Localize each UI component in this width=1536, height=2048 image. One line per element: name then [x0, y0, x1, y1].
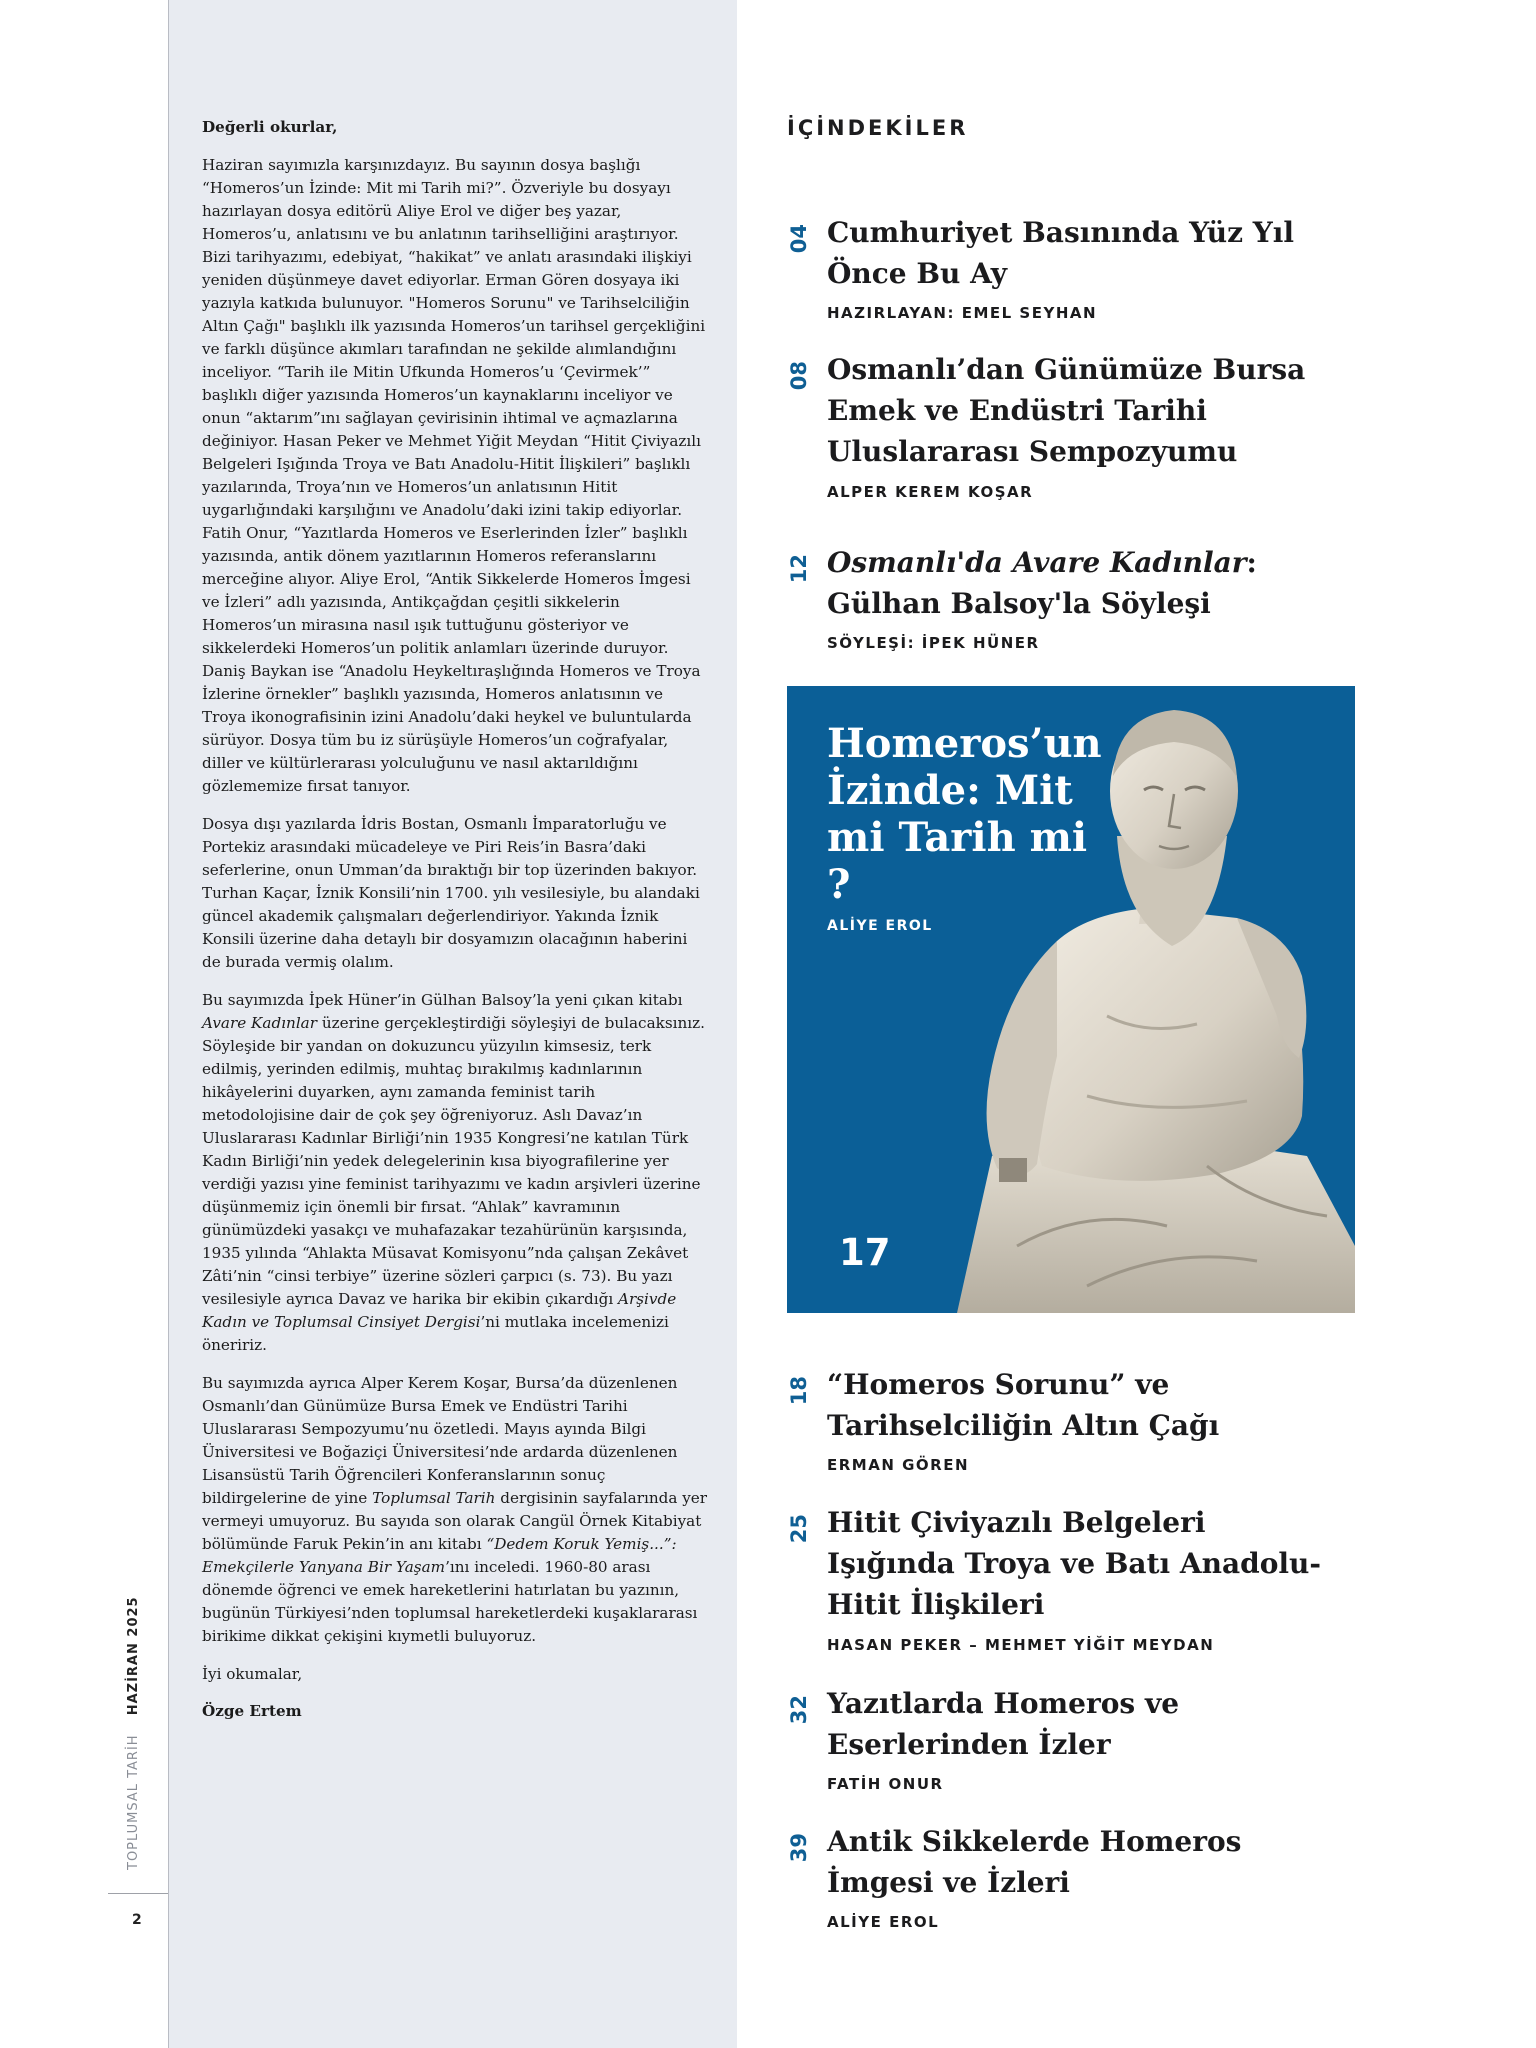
letter-text: dergisinin sayfalarında yer vermeyi umuyoruz. Bu sayıda son olarak Cangül Örnek Kitabiyat bölümünde Faruk Pekin’in anı kitabı: [202, 1489, 708, 1553]
toc-author: ERMAN GÖREN: [827, 1456, 970, 1474]
toc-author: HAZIRLAYAN: EMEL SEYHAN: [827, 304, 1098, 322]
toc-title: Antik Sikkelerde Homeros İmgesi ve İzleri: [827, 1825, 1242, 1899]
toc-author: ALPER KEREM KOŞAR: [827, 483, 1034, 501]
toc-title: [827, 542, 1337, 624]
running-footer: [126, 1596, 141, 1870]
page-margin: [0, 0, 168, 2048]
dossier-feature[interactable]: [787, 686, 1355, 1313]
letter-text: üzerine gerçekleştirdiği söyleşiyi de bulacaksınız. Söyleşide bir yandan on dokuzuncu yüzyılın kimsesiz, terk edilmiş, yerinden edilmiş, muhtaç bırakılmış kadınlarının hikâyelerini duyarken, aynı zamanda feminist tarih metodolojisine dair de çok şey öğreniyoruz. Aslı Davaz’ın Uluslararası Kadınlar Birliği’nin 1935 Kongresi’ne katılan Türk Kadın Birliği’nin yedek delegelerinin kısa biyografilerine yer verdiği yazısı yine feminist tarihyazımı ve kadın arşivleri üzerine düşünmemiz için önemli bir fırsat. “Ahlak” kavramının günümüzdeki yasakçı ve muhafazakar tezahürünün karşısında, 1935 yılında “Ahlakta Müsavat Komisyonu”nda çalışan Zekâvet Zâti’nin “cinsi terbiye” üzerine sözleri çarpıcı (s. 73). Bu yazı vesilesiyle ayrıca Davaz ve harika bir ekibin çıkardığı: [202, 1014, 705, 1308]
magazine-title: Toplumsal Tarih: [372, 1489, 496, 1507]
letter-text: ’ni mutlaka incelemenizi öneririz.: [202, 1313, 669, 1354]
toc-title: Osmanlı’dan Günümüze Bursa Emek ve Endüstri Tarihi Uluslararası Sempozyumu: [827, 353, 1306, 468]
toc-heading: İÇİNDEKİLER: [787, 116, 969, 140]
toc-title-italic: Osmanlı'da Avare Kadınlar: [827, 546, 1247, 579]
toc-author: HASAN PEKER – MEHMET YİĞİT MEYDAN: [827, 1636, 1215, 1654]
letter-closing: İyi okumalar,: [202, 1665, 303, 1683]
toc-title: Cumhuriyet Basınında Yüz Yıl Önce Bu Ay: [827, 216, 1294, 290]
letter-paragraph-1: Haziran sayımızla karşınızdayız. Bu sayının dosya başlığı “Homeros’un İzinde: Mit mi Tarih mi?”. Özveriyle bu dosyayı hazırlayan dosya editörü Aliye Erol ve diğer beş yazar, Homeros’u, anlatısını ve bu anlatının tarihselliğini araştırıyor. Bizi tarihyazımı, edebiyat, “hakikat” ve anlatı arasındaki ilişkiyi yeniden düşünmeye davet ediyorlar. Erman Gören dosyaya iki yazıyla katkıda bulunuyor. "Homeros Sorunu" ve Tarihselciliğin Altın Çağı" başlıklı ilk yazısında Homeros’un tarihsel gerçekliğini ve farklı düşünce akımları tarafından ne şekilde alımlandığını inceliyor. “Tarih ile Mitin Ufkunda Homeros’u ‘Çevirmek’” başlıklı diğer yazısında Homeros’un kaynaklarını inceliyor ve onun “aktarım”ını sağlayan çevirisinin ihtimal ve açmazlarına değiniyor. Hasan Peker ve Mehmet Yiğit Meydan “Hitit Çiviyazılı Belgeleri Işığında Troya ve Batı Anadolu-Hitit İlişkileri” başlıklı yazılarında, Troya’nın ve Homeros’un anlatısının Hitit uygarlığındaki karşılığını ve Anadolu’daki izini takip ediyorlar. Fatih Onur, “Yazıtlarda Homeros ve Eserlerinden İzler” başlıklı yazısında, antik dönem yazıtlarının Homeros referanslarını merceğine alıyor. Aliye Erol, “Antik Sikkelerde Homeros İmgesi ve İzleri” adlı yazısında, Antikçağdan çeşitli sikkelerin Homeros’un mirasına nasıl ışık tuttuğunu gösteriyor ve sikkelerdeki Homeros’un politik anlamları üzerinde duruyor. Daniş Baykan ise “Anadolu Heykeltıraşlığında Homeros ve Troya İzlerine örnekler” başlıklı yazısında, Homeros anlatısının ve Troya ikonografisinin izini Anadolu’daki heykel ve buluntularda sürüyor. Dosya tüm bu iz sürüşüyle Homeros’un coğrafyalar, diller ve kültürlerarası yolculuğunu ve nasıl aktarıldığını gözlememize fırsat tanıyor.: [202, 156, 706, 795]
toc-author: ALİYE EROL: [827, 1913, 940, 1931]
book-title: Avare Kadınlar: [202, 1014, 317, 1032]
dossier-page-number: 17: [839, 1231, 891, 1274]
dossier-author: ALİYE EROL: [827, 918, 933, 934]
dossier-title: Homeros’un İzinde: Mit mi Tarih mi ?: [827, 720, 1102, 908]
toc-page-number: 25: [787, 1514, 811, 1544]
toc-title: Yazıtlarda Homeros ve Eserlerinden İzler: [827, 1687, 1180, 1761]
toc-author: FATİH ONUR: [827, 1775, 944, 1793]
toc-title: “Homeros Sorunu” ve Tarihselciliğin Altın Çağı: [827, 1368, 1220, 1442]
margin-tick: [108, 1893, 168, 1894]
page-number: 2: [132, 1912, 142, 1928]
table-of-contents: [787, 0, 1347, 2048]
toc-page-number: 18: [787, 1376, 811, 1406]
book-title: “Dedem Koruk Yemiş...”: Emekçilerle Yanyana Bir Yaşam: [202, 1535, 677, 1576]
editor-letter: [202, 116, 710, 1723]
toc-title: Hitit Çiviyazılı Belgeleri Işığında Troya ve Batı Anadolu-Hitit İlişkileri: [827, 1506, 1321, 1621]
toc-page-number: 08: [787, 361, 811, 391]
issue-date: HAZİRAN 2025: [126, 1596, 141, 1716]
letter-paragraph-2: Dosya dışı yazılarda İdris Bostan, Osmanlı İmparatorluğu ve Portekiz arasındaki mücadeleye ve Piri Reis’in Basra’daki seferlerine, onun Umman’da bıraktığı bir top üzerinden bakıyor. Turhan Kaçar, İznik Konsili’nin 1700. yılı vesilesiyle, bu alandaki güncel akademik çalışmaları değerlendiriyor. Yakında İznik Konsili üzerine daha detaylı bir dosyamızın olacağının haberini de burada vermiş olalım.: [202, 815, 700, 971]
toc-title-rest: : Gülhan Balsoy'la Söyleşi: [827, 546, 1257, 620]
letter-paragraph-4: [202, 1372, 710, 1648]
magazine-name: TOPLUMSAL TARİH: [126, 1734, 141, 1870]
letter-salutation: Değerli okurlar,: [202, 118, 338, 136]
letter-text: Bu sayımızda ayrıca Alper Kerem Koşar, Bursa’da düzenlenen Osmanlı’dan Günümüze Bursa Emek ve Endüstri Tarihi Uluslararası Sempozyumu’nu özetledi. Mayıs ayında Bilgi Üniversitesi ve Boğaziçi Üniversitesi’nde ardarda düzenlenen Lisansüstü Tarih Öğrencileri Konferanslarının sonuç bildirgelerine de yine: [202, 1374, 678, 1507]
letter-text: ’ını inceledi. 1960-80 arası dönemde öğrenci ve emek hareketlerini hatırlatan bu yazının, bugünün Türkiyesi’nden toplumsal hareketlerdeki kuşaklararası birikime dikkat çekişini kıymetli buluyoruz.: [202, 1558, 698, 1645]
toc-page-number: 12: [787, 554, 811, 584]
toc-author: SÖYLEŞİ: İPEK HÜNER: [827, 634, 1040, 652]
toc-page-number: 32: [787, 1695, 811, 1725]
letter-text: Bu sayımızda İpek Hüner’in Gülhan Balsoy’la yeni çıkan kitabı: [202, 991, 683, 1009]
toc-page-number: 04: [787, 224, 811, 254]
toc-page-number: 39: [787, 1833, 811, 1863]
journal-title: Arşivde Kadın ve Toplumsal Cinsiyet Dergisi: [202, 1290, 677, 1331]
letter-paragraph-3: [202, 989, 710, 1357]
letter-signature: Özge Ertem: [202, 1702, 302, 1720]
